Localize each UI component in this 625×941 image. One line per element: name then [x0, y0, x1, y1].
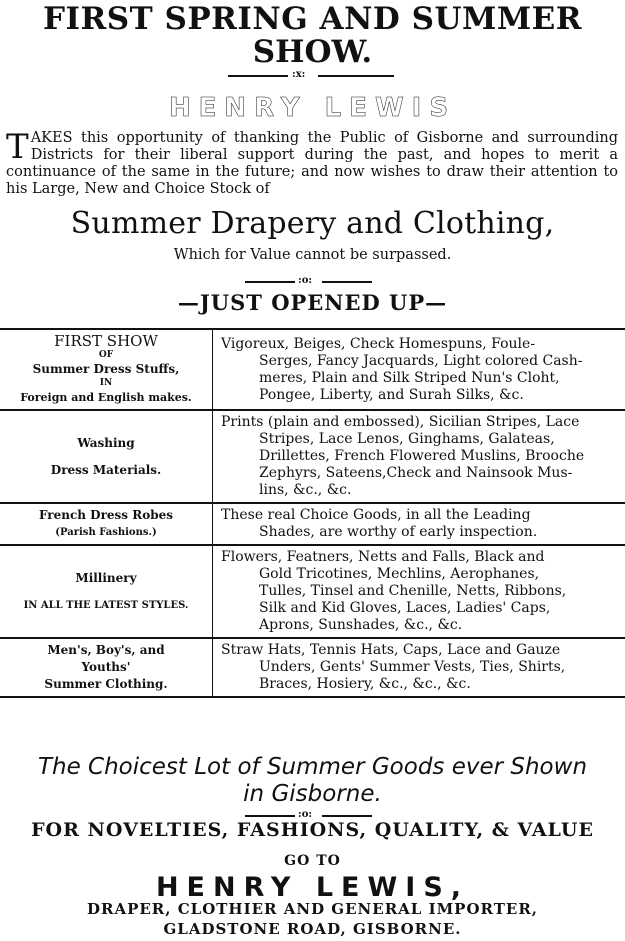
description-millinery [213, 545, 625, 638]
description-line: Straw Hats, Tennis Hats, Caps, Lace and Gauze [221, 642, 561, 658]
category-line: French Dress Robes [38, 508, 173, 522]
description-line: These real Choice Goods, in all the Leading [221, 507, 531, 523]
description-robes [213, 503, 625, 545]
description-washing [213, 410, 625, 503]
choicest-line2: in Gisborne. [243, 781, 382, 807]
intro-text: AKES this opportunity of thanking the Public of Gisborne and surrounding Districts for their liberal support during the past, and hopes to merit a continuance of the same in the future; and now wishes to draw their attention to his Large, New and Choice Stock of [6, 130, 618, 197]
description-line: lins, &c., &c. [259, 482, 352, 498]
description-line: Flowers, Featners, Netts and Falls, Black and [221, 549, 545, 565]
category-line: (Parish Fashions.) [55, 527, 157, 538]
category-line: IN [99, 378, 113, 388]
description-line: Vigoreux, Beiges, Check Homespuns, Foule- [221, 335, 536, 352]
category-robes [0, 503, 213, 545]
address-line: GLADSTONE ROAD, GISBORNE. [163, 920, 462, 938]
value-line: Which for Value cannot be surpassed. [173, 247, 452, 263]
drop-cap: T [6, 127, 29, 167]
description-line: Shades, are worthy of early inspection. [259, 524, 538, 540]
category-dress-stuffs [0, 329, 213, 410]
description-line: Braces, Hosiery, &c., &c., &c. [259, 676, 471, 692]
category-line: Men's, Boy's, and [47, 643, 165, 657]
description-line: Tulles, Tinsel and Chenille, Netts, Ribbons, [259, 583, 567, 599]
category-line: IN ALL THE LATEST STYLES. [23, 599, 189, 611]
description-line: Stripes, Lace Lenos, Ginghams, Galateas, [259, 431, 555, 447]
description-line: Unders, Gents' Summer Vests, Ties, Shirts, [259, 659, 566, 675]
description-dress-stuffs [213, 329, 625, 410]
page-title-line2: SHOW. [252, 34, 373, 70]
description-line: Aprons, Sunshades, &c., &c. [259, 617, 463, 633]
description-line: Gold Tricotines, Mechlins, Aerophanes, [259, 566, 540, 582]
description-line: Drillettes, French Flowered Muslins, Brooche [259, 448, 585, 464]
choicest-slogan [0, 754, 625, 808]
description-line: meres, Plain and Silk Striped Nun's Cloht, [259, 369, 560, 386]
just-opened-heading: —JUST OPENED UP— [177, 290, 448, 315]
goods-table [0, 328, 625, 698]
category-line: Youths' [81, 660, 131, 674]
description-line: Silk and Kid Gloves, Laces, Ladies' Caps, [259, 600, 551, 616]
category-line: Foreign and English makes. [20, 391, 192, 404]
category-line: Summer Clothing. [44, 677, 168, 691]
description-line: Serges, Fancy Jacquards, Light colored Cash- [259, 352, 583, 369]
table-row [0, 638, 625, 697]
category-line: Dress Materials. [50, 462, 162, 477]
headline: Summer Drapery and Clothing, [70, 206, 555, 241]
table-row [0, 503, 625, 545]
description-line: Pongee, Liberty, and Surah Silks, &c. [259, 386, 524, 403]
table-row [0, 329, 625, 410]
category-millinery [0, 545, 213, 638]
page-title-line1: FIRST SPRING AND SUMMER [42, 1, 583, 37]
category-washing [0, 410, 213, 503]
category-line: FIRST SHOW [54, 332, 158, 350]
trade-line: DRAPER, CLOTHIER AND GENERAL IMPORTER, [86, 900, 539, 918]
category-line: Millinery [75, 570, 137, 585]
category-line: OF [98, 350, 114, 360]
go-to-line: GO TO [284, 853, 341, 869]
description-line: Zephyrs, Sateens,Check and Nainsook Mus- [259, 465, 573, 481]
table-row [0, 410, 625, 503]
description-clothing [213, 638, 625, 697]
description-line: Prints (plain and embossed), Sicilian Stripes, Lace [221, 414, 580, 430]
category-line: Summer Dress Stuffs, [32, 362, 180, 376]
choicest-line1: The Choicest Lot of Summer Goods ever Shown [37, 754, 588, 780]
proprietor-banner: HENRY LEWIS [168, 93, 457, 123]
novelties-line: FOR NOVELTIES, FASHIONS, QUALITY, & VALUE [31, 819, 594, 841]
proprietor-signature: HENRY LEWIS, [155, 872, 470, 903]
intro-paragraph [6, 127, 618, 198]
category-line: Washing [77, 435, 135, 450]
table-row [0, 545, 625, 638]
category-clothing [0, 638, 213, 697]
